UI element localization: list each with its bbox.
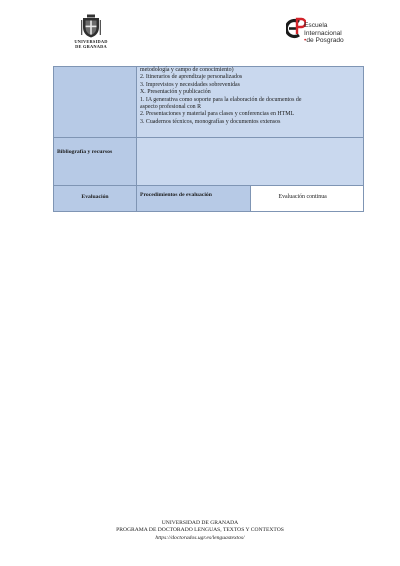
school-dot-icon: • (304, 37, 307, 45)
eval-label: Evaluación (81, 194, 109, 200)
content-text-cell (137, 67, 364, 138)
footer-url-link[interactable]: https://doctorados.ugr.es/lenguastextos/ (155, 534, 245, 541)
eval-label-cell (54, 186, 137, 212)
content-line: aspecto profesional con R (140, 104, 202, 111)
content-left-cell (54, 67, 137, 138)
proc-label: Procedimientos de evaluación (140, 192, 212, 198)
school-mark-icon (286, 16, 306, 46)
biblio-value-cell (137, 138, 364, 186)
biblio-label: Bibliografía y recursos (57, 149, 113, 155)
eval-value-cell (250, 186, 364, 212)
footer-university: UNIVERSIDAD DE GRANADA (161, 520, 239, 526)
content-line: X. Presentación y publicación (140, 89, 211, 96)
school-logo-line3: de Posgrado (306, 37, 344, 45)
course-table (53, 66, 364, 212)
eval-value: Evaluación continua (278, 194, 327, 200)
content-line: 3. Cuadernos técnicos, monografías y documentos extensos (140, 118, 281, 125)
biblio-label-cell (54, 138, 137, 186)
footer-program: PROGRAMA DE DOCTORADO LENGUAS, TEXTOS Y CONTEXTOS (116, 527, 284, 534)
proc-label-cell (137, 186, 251, 212)
table-row (54, 138, 364, 186)
university-logo-line2: DE GRANADA (75, 44, 107, 49)
page-header (0, 0, 400, 66)
university-logo-line1: UNIVERSIDAD (74, 39, 108, 44)
table-row (54, 67, 364, 138)
content-line: 1. IA generativa como soporte para la elaboración de documentos de (140, 96, 302, 103)
content-line: 2. Itinerarios de aprendizaje personalizados (140, 74, 243, 81)
university-logo (66, 14, 116, 49)
content-line: 2. Presentaciones y material para clases y conferencias en HTML (140, 111, 295, 118)
school-logo (286, 16, 356, 56)
content-line: metodología y campo de conocimiento) (140, 67, 234, 73)
school-logo-line1: Escuela (304, 22, 328, 29)
page-footer (0, 520, 400, 542)
table-row (54, 186, 364, 212)
university-crest-icon (80, 14, 102, 38)
school-logo-line2: Internacional (304, 29, 342, 37)
content-line: 3. Imprevistos y necesidades sobrevenidas (140, 81, 240, 88)
